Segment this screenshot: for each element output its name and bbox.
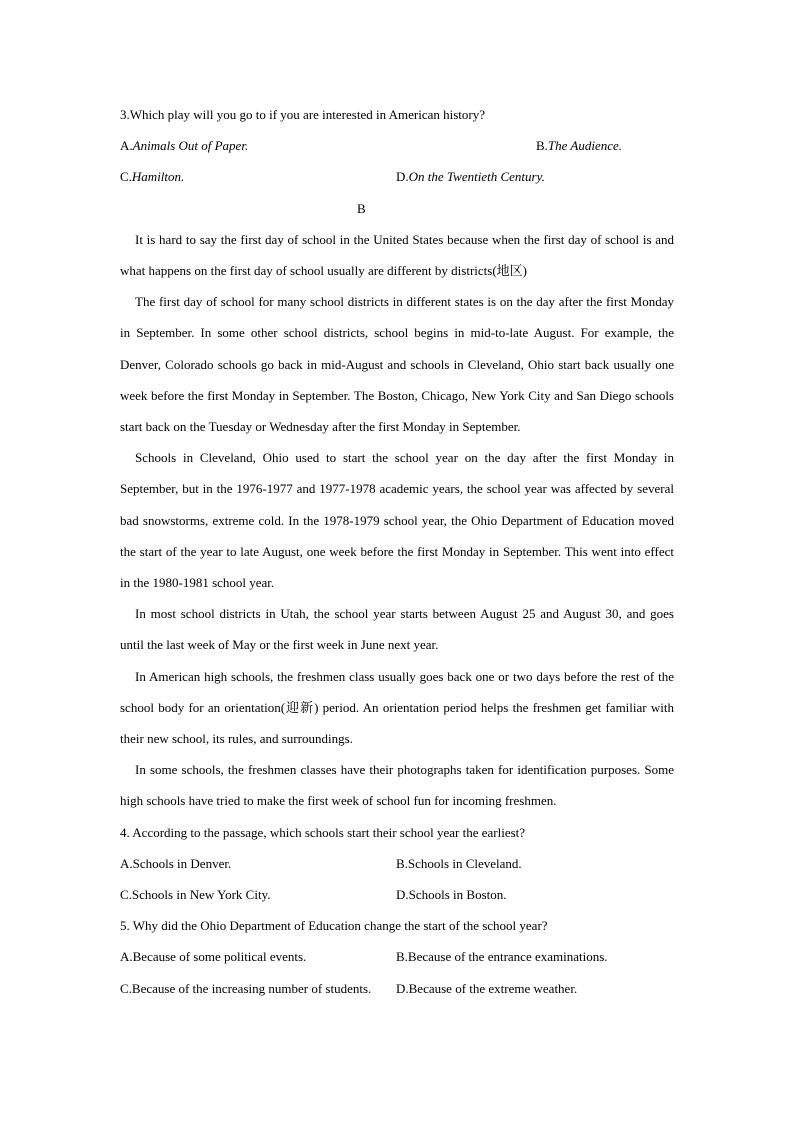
question-5-options-row-2 <box>120 973 674 1004</box>
question-4-option-c: C.Schools in New York City. <box>120 886 271 902</box>
question-5-option-a: A.Because of some political events. <box>120 949 307 965</box>
passage-paragraph: In American high schools, the freshmen class usually goes back one or two days before the rest of the school body for an orientation(迎新) period. An orientation period helps the freshmen get familiar with their new school, its rules, and surroundings. <box>120 668 674 746</box>
option-b-title: The Audience. <box>547 138 623 154</box>
option-d-title: On the Twentieth Century. <box>408 169 545 185</box>
question-5-options-row-1 <box>120 941 674 972</box>
section-heading <box>120 193 674 224</box>
question-4-options-row-1 <box>120 848 674 879</box>
option-d-prefix: D. <box>396 169 409 185</box>
question-4-option-a: A.Schools in Denver. <box>120 855 232 871</box>
question-5-stem <box>120 910 674 941</box>
question-3-option-a <box>120 130 248 161</box>
question-3-text: 3.Which play will you go to if you are interested in American history? <box>120 107 485 122</box>
question-5-text: 5. Why did the Ohio Department of Education change the start of the school year? <box>120 918 548 934</box>
question-5-option-b: B.Because of the entrance examinations. <box>396 949 608 965</box>
question-5-option-d: D.Because of the extreme weather. <box>396 980 578 996</box>
question-3-option-c <box>120 161 184 192</box>
option-c-prefix: C. <box>120 169 132 185</box>
question-3-option-b <box>536 130 622 161</box>
question-4-option-b: B.Schools in Cleveland. <box>396 855 522 871</box>
passage-paragraph: Schools in Cleveland, Ohio used to start the school year on the day after the first Monday in September, but in the 1976-1977 and 1977-1978 academic years, the school year was affected by several bad snowstorms, extreme cold. In the 1978-1979 school year, the Ohio Department of Education moved the start of the year to late August, one week before the first Monday in September. This went into effect in the 1980-1981 school year. <box>120 450 674 590</box>
option-a-title: Animals Out of Paper. <box>132 138 249 154</box>
option-a-prefix: A. <box>120 138 133 154</box>
question-5-option-c: C.Because of the increasing number of students. <box>120 980 372 996</box>
passage-paragraph: In some schools, the freshmen classes have their photographs taken for identification purposes. Some high schools have tried to make the first week of school fun for incoming freshmen. <box>120 762 674 809</box>
question-3-stem <box>120 99 674 130</box>
question-3-option-d <box>396 161 545 192</box>
question-4-stem <box>120 817 674 848</box>
option-b-prefix: B. <box>536 138 548 154</box>
question-3-options-row-2 <box>120 161 674 192</box>
passage-paragraph: The first day of school for many school districts in different states is on the day after the first Monday in September. In some other school districts, school begins in mid-to-late August. For example, the Denver, Colorado schools go back in mid-August and schools in Cleveland, Ohio start back usually one week before the first Monday in September. The Boston, Chicago, New York City and San Diego schools start back on the Tuesday or Wednesday after the first Monday in September. <box>120 294 674 434</box>
passage-paragraph: It is hard to say the first day of school in the United States because when the first day of school is and what happens on the first day of school usually are different by districts(地区) <box>120 231 674 278</box>
section-b-label: B <box>357 200 366 216</box>
passage-paragraph: In most school districts in Utah, the school year starts between August 25 and August 30, and goes until the last week of May or the first week in June next year. <box>120 606 674 653</box>
question-4-option-d: D.Schools in Boston. <box>396 886 507 902</box>
option-c-title: Hamilton. <box>131 169 185 185</box>
question-4-text: 4. According to the passage, which schools start their school year the earliest? <box>120 824 526 840</box>
question-3-options-row-1 <box>120 130 674 161</box>
question-4-options-row-2 <box>120 879 674 910</box>
document-page <box>120 99 674 1004</box>
